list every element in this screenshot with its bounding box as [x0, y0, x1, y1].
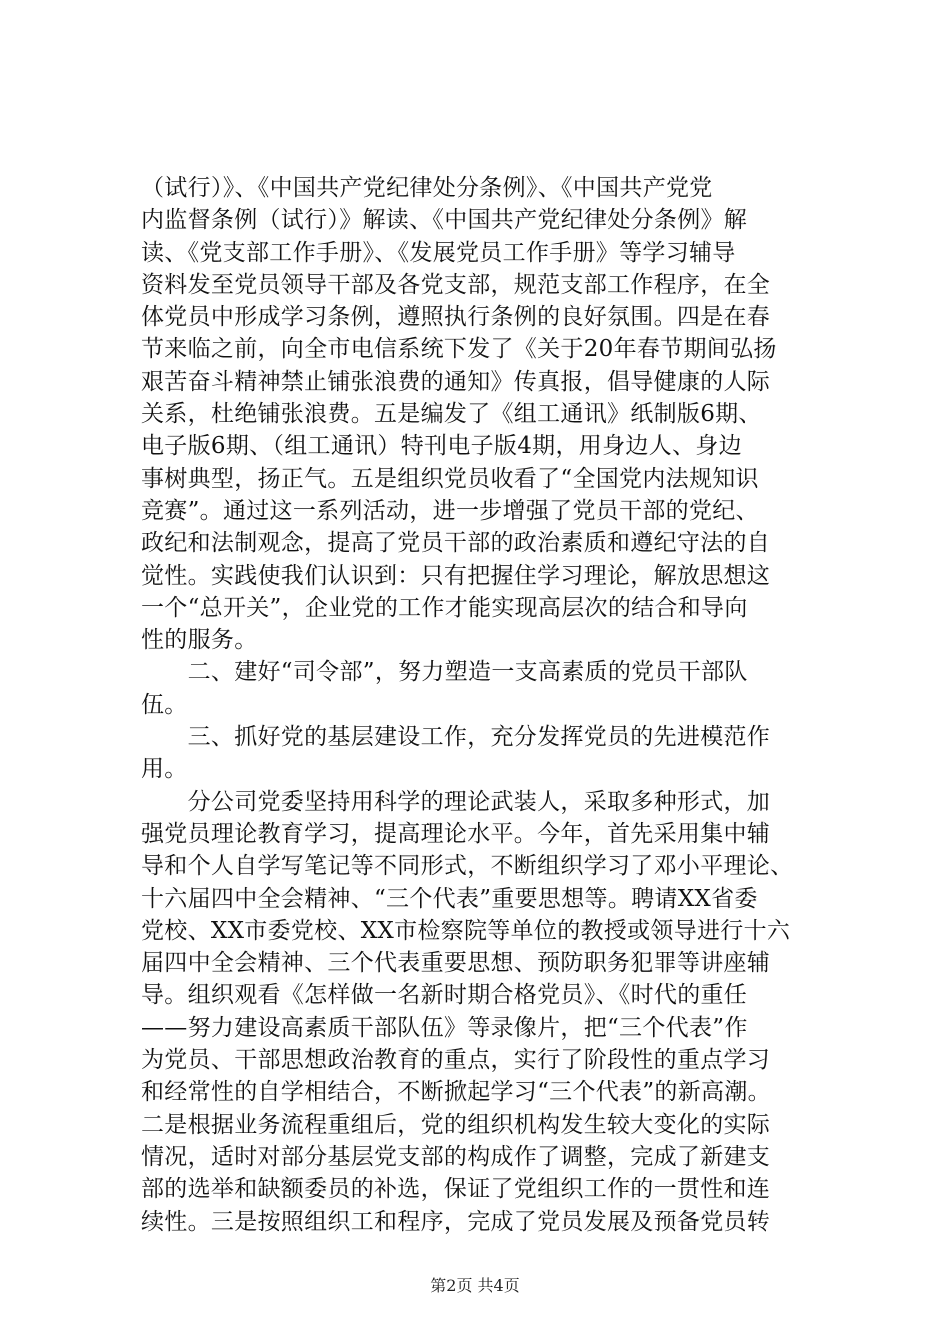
text-line: 导和个人自学写笔记等不同形式，不断组织学习了邓小平理论、: [141, 853, 794, 880]
text-line: 二是根据业务流程重组后，党的组织机构发生较大变化的实际: [141, 1111, 771, 1138]
text-line: 和经常性的自学相结合，不断掀起学习“三个代表”的新高潮。: [141, 1079, 771, 1106]
text-line: 性的服务。: [141, 627, 258, 654]
text-line: 艰苦奋斗精神禁止铺张浪费的通知》传真报，倡导健康的人际: [141, 368, 771, 395]
text-line: 党校、XX市委党校、XX市检察院等单位的教授或领导进行十六: [141, 917, 791, 944]
text-line: 续性。三是按照组织工和程序，完成了党员发展及预备党员转: [141, 1208, 771, 1235]
text-line: 竞赛”。通过这一系列活动，进一步增强了党员干部的党纪、: [141, 497, 759, 524]
text-line: 十六届四中全会精神、“三个代表”重要思想等。聘请XX省委: [141, 885, 758, 912]
text-line: 读、《党支部工作手册》、《发展党员工作手册》等学习辅导: [141, 239, 736, 266]
text-line: 部的选举和缺额委员的补选，保证了党组织工作的一贯性和连: [141, 1176, 771, 1203]
page-number-footer: 第2页 共4页: [430, 1276, 520, 1295]
text-line: 关系，杜绝铺张浪费。五是编发了《组工通讯》纸制版6期、: [141, 401, 762, 428]
text-line: ——努力建设高素质干部队伍》等录像片，把“三个代表”作: [141, 1014, 748, 1041]
body-text: [141, 172, 841, 1238]
section-heading: 三、抓好党的基层建设工作，充分发挥党员的先进模范作: [141, 724, 771, 751]
text-line: 分公司党委坚持用科学的理论武装人，采取多种形式，加: [141, 788, 771, 815]
text-line: 体党员中形成学习条例，遵照执行条例的良好氛围。四是在春: [141, 304, 771, 331]
text-line: 导。组织观看《怎样做一名新时期合格党员》、《时代的重任: [141, 982, 748, 1009]
section-heading-continued: 伍。: [141, 691, 188, 718]
text-line: 强党员理论教育学习，提高理论水平。今年，首先采用集中辅: [141, 820, 771, 847]
text-line: 为党员、干部思想政治教育的重点，实行了阶段性的重点学习: [141, 1047, 771, 1074]
text-line: 事树典型，扬正气。五是组织党员收看了“全国党内法规知识: [141, 465, 759, 492]
text-line: 届四中全会精神、三个代表重要思想、预防职务犯罪等讲座辅: [141, 950, 771, 977]
text-line: 一个“总开关”，企业党的工作才能实现高层次的结合和导向: [141, 594, 748, 621]
text-line: 电子版6期、（组工通讯）特刊电子版4期，用身边人、身边: [141, 433, 742, 460]
text-line: 觉性。实践使我们认识到：只有把握住学习理论，解放思想这: [141, 562, 771, 589]
text-line: 情况，适时对部分基层党支部的构成作了调整，完成了新建支: [141, 1143, 771, 1170]
text-line: 内监督条例（试行）》解读、《中国共产党纪律处分条例》解: [141, 207, 748, 234]
section-heading: 二、建好“司令部”，努力塑造一支高素质的党员干部队: [141, 659, 748, 686]
text-line: 资料发至党员领导干部及各党支部，规范支部工作程序，在全: [141, 271, 771, 298]
text-line: 政纪和法制观念，提高了党员干部的政治素质和遵纪守法的自: [141, 530, 771, 557]
text-line: 节来临之前，向全市电信系统下发了《关于20年春节期间弘扬: [141, 336, 777, 363]
section-heading-continued: 用。: [141, 756, 188, 783]
text-line: （试行）》、《中国共产党纪律处分条例》、《中国共产党党: [141, 175, 713, 201]
